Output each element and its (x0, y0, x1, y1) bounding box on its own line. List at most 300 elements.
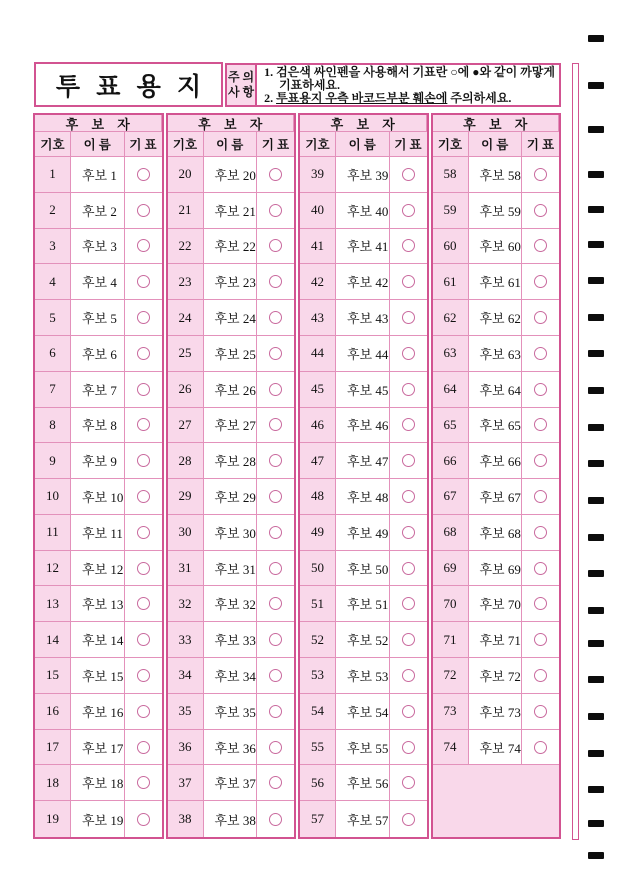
mark-circle[interactable] (137, 597, 150, 610)
notice-label-line1: 주 의 (227, 70, 255, 84)
timing-mark (588, 241, 604, 248)
mark-circle[interactable] (402, 311, 415, 324)
mark-cell[interactable] (390, 730, 427, 766)
candidate-name-cell: 후보 14 (71, 622, 125, 658)
mark-circle[interactable] (137, 526, 150, 539)
candidate-number-cell: 36 (168, 730, 204, 766)
mark-cell[interactable] (522, 622, 559, 658)
candidate-name-cell: 후보 18 (71, 765, 125, 801)
mark-circle[interactable] (402, 633, 415, 646)
candidate-name-cell: 후보 25 (204, 336, 258, 372)
candidate-number-cell: 6 (35, 336, 71, 372)
candidate-name-cell: 후보 64 (469, 372, 523, 408)
candidate-number-cell: 60 (433, 229, 469, 265)
mark-cell[interactable] (125, 551, 162, 587)
mark-cell[interactable] (522, 551, 559, 587)
mark-circle[interactable] (137, 168, 150, 181)
timing-mark (588, 786, 604, 793)
mark-circle[interactable] (269, 562, 282, 575)
candidate-name-cell: 후보 55 (336, 730, 390, 766)
mark-circle[interactable] (534, 311, 547, 324)
mark-cell[interactable] (125, 730, 162, 766)
mark-cell[interactable] (257, 408, 294, 444)
mark-cell[interactable] (390, 658, 427, 694)
mark-cell[interactable] (390, 443, 427, 479)
notice-box (225, 63, 561, 107)
candidate-group-2 (166, 113, 297, 839)
candidate-name-cell: 후보 71 (469, 622, 523, 658)
mark-circle[interactable] (269, 705, 282, 718)
col-header-name: 이 름 (71, 132, 125, 157)
candidate-number-cell: 53 (300, 658, 336, 694)
candidate-number-cell: 56 (300, 765, 336, 801)
mark-cell[interactable] (125, 515, 162, 551)
mark-circle[interactable] (402, 490, 415, 503)
candidate-number-cell: 37 (168, 765, 204, 801)
mark-circle[interactable] (137, 741, 150, 754)
mark-cell[interactable] (125, 372, 162, 408)
timing-mark (588, 570, 604, 577)
candidate-number-cell: 48 (300, 479, 336, 515)
candidate-number-cell: 24 (168, 300, 204, 336)
candidate-name-cell: 후보 48 (336, 479, 390, 515)
candidate-name-cell: 후보 68 (469, 515, 523, 551)
candidate-number-cell: 13 (35, 586, 71, 622)
mark-cell[interactable] (390, 157, 427, 193)
candidate-name-cell: 후보 3 (71, 229, 125, 265)
mark-circle[interactable] (269, 347, 282, 360)
candidate-number-cell: 34 (168, 658, 204, 694)
candidate-name-cell: 후보 69 (469, 551, 523, 587)
mark-circle[interactable] (534, 562, 547, 575)
candidate-number-cell: 55 (300, 730, 336, 766)
timing-mark (588, 640, 604, 647)
mark-cell[interactable] (390, 193, 427, 229)
mark-cell[interactable] (522, 586, 559, 622)
candidate-name-cell: 후보 10 (71, 479, 125, 515)
mark-cell[interactable] (257, 229, 294, 265)
candidate-number-cell: 30 (168, 515, 204, 551)
candidate-number-cell: 14 (35, 622, 71, 658)
candidate-name-cell: 후보 32 (204, 586, 258, 622)
candidate-name-cell: 후보 73 (469, 694, 523, 730)
candidate-number-cell: 41 (300, 229, 336, 265)
group-header: 후 보 자 (433, 115, 560, 132)
mark-cell[interactable] (257, 264, 294, 300)
mark-circle[interactable] (402, 383, 415, 396)
candidate-name-cell: 후보 47 (336, 443, 390, 479)
timing-mark (588, 820, 604, 827)
mark-circle[interactable] (402, 239, 415, 252)
candidate-number-cell: 54 (300, 694, 336, 730)
mark-circle[interactable] (137, 239, 150, 252)
mark-circle[interactable] (269, 526, 282, 539)
mark-cell[interactable] (125, 801, 162, 837)
candidate-name-cell: 후보 23 (204, 264, 258, 300)
candidate-number-cell: 3 (35, 229, 71, 265)
candidate-name-cell: 후보 20 (204, 157, 258, 193)
mark-cell[interactable] (257, 801, 294, 837)
candidate-name-cell: 후보 53 (336, 658, 390, 694)
mark-circle[interactable] (137, 776, 150, 789)
mark-circle[interactable] (534, 597, 547, 610)
mark-cell[interactable] (522, 229, 559, 265)
mark-circle[interactable] (402, 418, 415, 431)
mark-circle[interactable] (402, 705, 415, 718)
mark-circle[interactable] (137, 562, 150, 575)
candidate-name-cell: 후보 29 (204, 479, 258, 515)
candidate-name-cell: 후보 44 (336, 336, 390, 372)
candidate-name-cell: 후보 38 (204, 801, 258, 837)
col-header-name: 이 름 (204, 132, 258, 157)
candidate-name-cell: 후보 35 (204, 694, 258, 730)
candidate-name-cell: 후보 7 (71, 372, 125, 408)
candidate-number-cell: 74 (433, 730, 469, 766)
mark-circle[interactable] (137, 311, 150, 324)
mark-circle[interactable] (269, 168, 282, 181)
candidate-number-cell: 51 (300, 586, 336, 622)
mark-circle[interactable] (402, 526, 415, 539)
mark-circle[interactable] (534, 204, 547, 217)
mark-circle[interactable] (534, 418, 547, 431)
mark-cell[interactable] (390, 479, 427, 515)
mark-circle[interactable] (269, 669, 282, 682)
candidate-number-cell: 32 (168, 586, 204, 622)
timing-mark (588, 387, 604, 394)
candidate-group-4 (431, 113, 562, 839)
mark-cell[interactable] (390, 264, 427, 300)
candidate-name-cell: 후보 30 (204, 515, 258, 551)
page-title: 투 표 용 지 (55, 73, 207, 101)
mark-cell[interactable] (125, 443, 162, 479)
mark-cell[interactable] (125, 765, 162, 801)
mark-cell[interactable] (257, 193, 294, 229)
candidate-name-cell: 후보 9 (71, 443, 125, 479)
candidate-name-cell: 후보 37 (204, 765, 258, 801)
mark-cell[interactable] (125, 479, 162, 515)
group-header: 후 보 자 (168, 115, 295, 132)
candidate-group-3 (298, 113, 429, 839)
mark-cell[interactable] (125, 336, 162, 372)
candidate-name-cell: 후보 60 (469, 229, 523, 265)
mark-cell[interactable] (125, 300, 162, 336)
candidate-number-cell: 66 (433, 443, 469, 479)
candidate-number-cell: 25 (168, 336, 204, 372)
candidate-name-cell: 후보 39 (336, 157, 390, 193)
candidate-number-cell: 69 (433, 551, 469, 587)
mark-cell[interactable] (390, 300, 427, 336)
mark-circle[interactable] (269, 490, 282, 503)
ballot-title-box (34, 62, 223, 107)
candidate-number-cell: 2 (35, 193, 71, 229)
mark-cell[interactable] (257, 479, 294, 515)
mark-circle[interactable] (269, 311, 282, 324)
notice-line-1-cont: 기표하세요. (279, 78, 341, 92)
mark-cell[interactable] (522, 694, 559, 730)
candidate-name-cell: 후보 22 (204, 229, 258, 265)
mark-circle[interactable] (269, 741, 282, 754)
mark-circle[interactable] (534, 168, 547, 181)
candidate-number-cell: 1 (35, 157, 71, 193)
candidate-number-cell: 9 (35, 443, 71, 479)
mark-cell[interactable] (522, 730, 559, 766)
mark-circle[interactable] (402, 168, 415, 181)
mark-circle[interactable] (402, 669, 415, 682)
candidate-number-cell: 50 (300, 551, 336, 587)
candidate-number-cell: 33 (168, 622, 204, 658)
mark-cell[interactable] (125, 157, 162, 193)
mark-cell[interactable] (125, 229, 162, 265)
mark-cell[interactable] (522, 157, 559, 193)
mark-cell[interactable] (257, 157, 294, 193)
timing-mark (588, 171, 604, 178)
timing-mark (588, 82, 604, 89)
candidate-name-cell: 후보 57 (336, 801, 390, 837)
mark-circle[interactable] (402, 347, 415, 360)
mark-cell[interactable] (390, 801, 427, 837)
candidate-name-cell: 후보 63 (469, 336, 523, 372)
mark-cell[interactable] (522, 193, 559, 229)
mark-circle[interactable] (534, 239, 547, 252)
candidate-name-cell: 후보 46 (336, 408, 390, 444)
mark-circle[interactable] (402, 275, 415, 288)
mark-cell[interactable] (257, 515, 294, 551)
mark-cell[interactable] (390, 515, 427, 551)
col-header-name: 이 름 (336, 132, 390, 157)
mark-circle[interactable] (137, 705, 150, 718)
timing-mark (588, 676, 604, 683)
mark-cell[interactable] (522, 443, 559, 479)
mark-cell[interactable] (257, 372, 294, 408)
candidate-number-cell: 45 (300, 372, 336, 408)
mark-circle[interactable] (137, 633, 150, 646)
mark-circle[interactable] (402, 454, 415, 467)
mark-circle[interactable] (534, 741, 547, 754)
candidate-number-cell: 27 (168, 408, 204, 444)
timing-mark (588, 497, 604, 504)
notice-line-1: 1. 검은색 싸인펜을 사용해서 기표란 ○에 ●와 같이 까맣게 (264, 65, 555, 79)
candidate-name-cell: 후보 74 (469, 730, 523, 766)
mark-cell[interactable] (522, 300, 559, 336)
mark-circle[interactable] (269, 418, 282, 431)
mark-circle[interactable] (534, 526, 547, 539)
group-header: 후 보 자 (300, 115, 427, 132)
mark-cell[interactable] (125, 264, 162, 300)
timing-mark (588, 35, 604, 42)
mark-circle[interactable] (269, 204, 282, 217)
candidate-number-cell: 68 (433, 515, 469, 551)
mark-circle[interactable] (402, 562, 415, 575)
mark-circle[interactable] (534, 454, 547, 467)
mark-cell[interactable] (390, 622, 427, 658)
notice-line-2: 2. 투표용지 우측 바코드부분 훼손에 주의하세요. (264, 91, 512, 105)
timing-mark (588, 750, 604, 757)
mark-circle[interactable] (534, 347, 547, 360)
timing-mark (588, 206, 604, 213)
candidate-name-cell: 후보 21 (204, 193, 258, 229)
candidate-name-cell: 후보 43 (336, 300, 390, 336)
candidate-name-cell: 후보 5 (71, 300, 125, 336)
mark-circle[interactable] (534, 669, 547, 682)
candidate-number-cell: 20 (168, 157, 204, 193)
mark-cell[interactable] (522, 408, 559, 444)
timing-mark (588, 460, 604, 467)
col-header-mark: 기 표 (390, 132, 427, 157)
mark-circle[interactable] (137, 669, 150, 682)
mark-cell[interactable] (390, 408, 427, 444)
candidate-name-cell: 후보 51 (336, 586, 390, 622)
candidate-name-cell: 후보 2 (71, 193, 125, 229)
candidate-number-cell: 31 (168, 551, 204, 587)
mark-circle[interactable] (137, 813, 150, 826)
candidate-number-cell: 10 (35, 479, 71, 515)
mark-cell[interactable] (257, 694, 294, 730)
candidate-name-cell: 후보 61 (469, 264, 523, 300)
candidate-number-cell: 4 (35, 264, 71, 300)
col-header-name: 이 름 (469, 132, 523, 157)
mark-circle[interactable] (269, 383, 282, 396)
candidate-number-cell: 71 (433, 622, 469, 658)
timing-mark (588, 314, 604, 321)
mark-cell[interactable] (390, 551, 427, 587)
timing-mark (588, 126, 604, 133)
mark-circle[interactable] (137, 275, 150, 288)
col-header-number: 기호 (35, 132, 71, 157)
mark-cell[interactable] (257, 622, 294, 658)
mark-cell[interactable] (125, 193, 162, 229)
mark-circle[interactable] (137, 347, 150, 360)
candidate-name-cell: 후보 62 (469, 300, 523, 336)
mark-circle[interactable] (137, 204, 150, 217)
notice-label-line2: 사 항 (227, 85, 255, 99)
mark-circle[interactable] (534, 633, 547, 646)
candidate-number-cell: 19 (35, 801, 71, 837)
mark-circle[interactable] (534, 490, 547, 503)
timing-mark (588, 350, 604, 357)
mark-circle[interactable] (402, 204, 415, 217)
candidate-name-cell: 후보 59 (469, 193, 523, 229)
mark-cell[interactable] (125, 622, 162, 658)
candidate-number-cell: 47 (300, 443, 336, 479)
candidate-number-cell: 29 (168, 479, 204, 515)
mark-cell[interactable] (390, 694, 427, 730)
candidate-number-cell: 63 (433, 336, 469, 372)
mark-cell[interactable] (522, 658, 559, 694)
mark-cell[interactable] (257, 443, 294, 479)
mark-cell[interactable] (257, 336, 294, 372)
candidate-name-cell: 후보 28 (204, 443, 258, 479)
candidate-number-cell: 28 (168, 443, 204, 479)
mark-circle[interactable] (534, 275, 547, 288)
mark-cell[interactable] (257, 765, 294, 801)
mark-cell[interactable] (257, 586, 294, 622)
mark-cell[interactable] (522, 372, 559, 408)
candidate-number-cell: 7 (35, 372, 71, 408)
mark-cell[interactable] (522, 264, 559, 300)
mark-cell[interactable] (125, 658, 162, 694)
candidate-name-cell: 후보 49 (336, 515, 390, 551)
col-header-number: 기호 (300, 132, 336, 157)
candidate-name-cell: 후보 8 (71, 408, 125, 444)
candidate-number-cell: 58 (433, 157, 469, 193)
mark-cell[interactable] (257, 551, 294, 587)
mark-cell[interactable] (390, 586, 427, 622)
group-header: 후 보 자 (35, 115, 162, 132)
candidate-group-1 (33, 113, 164, 839)
candidate-number-cell: 72 (433, 658, 469, 694)
mark-circle[interactable] (402, 776, 415, 789)
mark-circle[interactable] (269, 275, 282, 288)
candidate-name-cell: 후보 70 (469, 586, 523, 622)
mark-cell[interactable] (390, 229, 427, 265)
candidate-number-cell: 57 (300, 801, 336, 837)
candidate-number-cell: 59 (433, 193, 469, 229)
notice-underlined-text: 투표용지 우측 바코드부분 훼손에 (276, 91, 448, 105)
col-header-number: 기호 (433, 132, 469, 157)
mark-cell[interactable] (522, 336, 559, 372)
candidate-name-cell: 후보 16 (71, 694, 125, 730)
candidate-number-cell: 67 (433, 479, 469, 515)
mark-circle[interactable] (137, 490, 150, 503)
candidate-name-cell: 후보 40 (336, 193, 390, 229)
notice-text (257, 65, 559, 105)
mark-circle[interactable] (402, 741, 415, 754)
candidate-number-cell: 15 (35, 658, 71, 694)
mark-circle[interactable] (269, 454, 282, 467)
empty-merged-cell (433, 765, 560, 837)
mark-circle[interactable] (137, 383, 150, 396)
mark-circle[interactable] (534, 705, 547, 718)
candidate-name-cell: 후보 67 (469, 479, 523, 515)
mark-cell[interactable] (522, 479, 559, 515)
candidate-name-cell: 후보 6 (71, 336, 125, 372)
candidate-number-cell: 73 (433, 694, 469, 730)
mark-circle[interactable] (269, 239, 282, 252)
candidate-number-cell: 17 (35, 730, 71, 766)
mark-circle[interactable] (137, 454, 150, 467)
candidate-number-cell: 26 (168, 372, 204, 408)
mark-circle[interactable] (137, 418, 150, 431)
candidate-name-cell: 후보 72 (469, 658, 523, 694)
mark-circle[interactable] (269, 813, 282, 826)
candidate-number-cell: 65 (433, 408, 469, 444)
mark-circle[interactable] (534, 383, 547, 396)
candidate-number-cell: 18 (35, 765, 71, 801)
mark-circle[interactable] (269, 776, 282, 789)
mark-cell[interactable] (257, 730, 294, 766)
mark-cell[interactable] (390, 336, 427, 372)
mark-circle[interactable] (269, 633, 282, 646)
mark-cell[interactable] (257, 658, 294, 694)
mark-cell[interactable] (390, 765, 427, 801)
mark-cell[interactable] (522, 515, 559, 551)
mark-cell[interactable] (390, 372, 427, 408)
timing-mark (588, 534, 604, 541)
candidate-name-cell: 후보 34 (204, 658, 258, 694)
mark-cell[interactable] (125, 408, 162, 444)
mark-circle[interactable] (402, 813, 415, 826)
candidate-number-cell: 12 (35, 551, 71, 587)
mark-circle[interactable] (269, 597, 282, 610)
mark-cell[interactable] (125, 586, 162, 622)
col-header-mark: 기 표 (257, 132, 294, 157)
candidate-number-cell: 70 (433, 586, 469, 622)
mark-circle[interactable] (402, 597, 415, 610)
candidate-number-cell: 11 (35, 515, 71, 551)
candidate-name-cell: 후보 36 (204, 730, 258, 766)
mark-cell[interactable] (125, 694, 162, 730)
mark-cell[interactable] (257, 300, 294, 336)
